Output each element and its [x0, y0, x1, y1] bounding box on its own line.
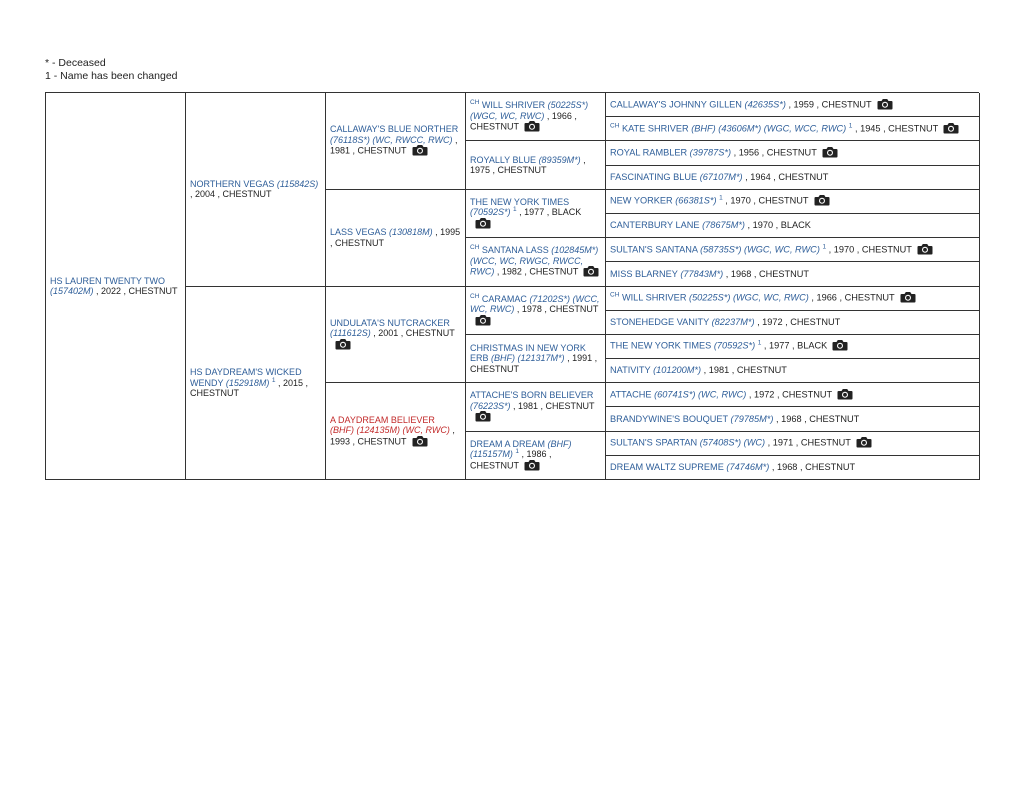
registration-number: (76118S*) (WC, RWCC, RWC)	[330, 134, 453, 145]
horse-name-link[interactable]: ATTACHE'S BORN BELIEVER	[470, 390, 594, 401]
camera-icon[interactable]	[822, 146, 838, 158]
horse-details: , 1981 , CHESTNUT	[510, 400, 595, 411]
pedigree-cell-g5-2	[606, 117, 980, 141]
registration-number: (70592S*)	[713, 340, 756, 351]
camera-icon[interactable]	[524, 120, 540, 132]
horse-details: , 1959 , CHESTNUT	[785, 99, 872, 110]
horse-name-link[interactable]: CHRISTMAS IN NEW YORK ERB	[470, 342, 586, 364]
registration-number: (79785M*)	[730, 413, 774, 424]
pedigree-cell-g5-14	[606, 407, 980, 431]
camera-icon[interactable]	[877, 98, 893, 110]
camera-icon[interactable]	[412, 144, 428, 156]
horse-details: , 1991 , CHESTNUT	[470, 353, 598, 374]
registration-number: (58735S*) (WGC, WC, RWC)	[700, 244, 820, 255]
name-changed-mark: 1	[515, 448, 519, 456]
horse-name-link[interactable]: SANTANA LASS	[481, 245, 549, 256]
champion-mark: CH	[470, 244, 480, 252]
horse-details: , 1972 , CHESTNUT	[754, 317, 841, 328]
registration-number: (111612S)	[330, 328, 371, 339]
horse-details: , 1970 , BLACK	[745, 220, 811, 231]
pedigree-cell-g5-9	[606, 287, 980, 311]
horse-name-link[interactable]: NORTHERN VEGAS	[190, 178, 275, 189]
horse-name-link[interactable]: KATE SHRIVER	[621, 123, 689, 134]
legend-deceased: * - Deceased	[45, 57, 106, 69]
registration-number: (152918M)	[225, 377, 270, 388]
horse-name-link[interactable]: CALLAWAY'S BLUE NORTHER	[330, 124, 459, 135]
horse-name-link[interactable]: CANTERBURY LANE	[610, 220, 700, 231]
pedigree-cell-ssd	[466, 141, 606, 189]
horse-name-link[interactable]: MISS BLARNEY	[610, 268, 678, 279]
pedigree-cell-subject	[46, 93, 186, 480]
registration-number: (78675M*)	[702, 220, 745, 231]
horse-details: , 1977 , BLACK	[516, 207, 582, 218]
pedigree-cell-dam	[186, 287, 326, 481]
registration-number: (101200M*)	[653, 365, 702, 376]
pedigree-cell-dd	[326, 383, 466, 480]
registration-number: (50225S*) (WGC, WC, RWC)	[689, 292, 809, 303]
horse-details: , 1968 , CHESTNUT	[723, 268, 809, 279]
pedigree-cell-ddd	[466, 432, 606, 480]
horse-name-link[interactable]: ATTACHE	[610, 389, 652, 400]
horse-name-link[interactable]: HS DAYDREAM'S WICKED WENDY	[190, 367, 302, 388]
horse-name-link[interactable]: UNDULATA'S NUTCRACKER	[330, 317, 450, 328]
horse-details: , 1964 , CHESTNUT	[742, 171, 829, 182]
horse-name-link[interactable]: ROYAL RAMBLER	[610, 147, 688, 158]
horse-details: , 1978 , CHESTNUT	[514, 304, 599, 315]
registration-number: (77843M*)	[680, 268, 724, 279]
camera-icon[interactable]	[475, 410, 491, 422]
registration-number: (76223S*)	[470, 400, 511, 411]
horse-details: , 1981 , CHESTNUT	[701, 365, 787, 376]
registration-number: (70592S*)	[470, 207, 511, 218]
registration-number: (BHF) (124135M) (WC, RWC)	[330, 425, 450, 436]
horse-name-link[interactable]: THE NEW YORK TIMES	[610, 340, 712, 351]
horse-details: , 1971 , CHESTNUT	[765, 437, 851, 448]
registration-number: (BHF) (115157M)	[470, 438, 572, 460]
horse-details: , 1975 , CHESTNUT	[470, 154, 586, 176]
registration-number: (39787S*)	[689, 147, 732, 158]
name-changed-mark: 1	[757, 339, 762, 347]
horse-name-link[interactable]: NATIVITY	[610, 365, 651, 376]
registration-number: (42635S*)	[744, 99, 786, 110]
pedigree-cell-dss	[466, 287, 606, 335]
pedigree-cell-ss	[326, 93, 466, 190]
horse-details: , 1945 , CHESTNUT	[852, 123, 939, 134]
pedigree-cell-g5-4	[606, 166, 980, 190]
horse-details: , 2001 , CHESTNUT	[370, 328, 455, 339]
champion-mark: CH	[610, 122, 620, 130]
camera-icon[interactable]	[917, 243, 933, 255]
registration-number: (50225S*) (WGC, WC, RWC)	[470, 100, 589, 121]
pedigree-cell-g5-6	[606, 214, 980, 238]
registration-number: (89359M*)	[538, 154, 581, 165]
pedigree-cell-g5-5	[606, 190, 980, 214]
horse-details: , 1995 , CHESTNUT	[330, 227, 461, 248]
horse-name-link[interactable]: FASCINATING BLUE	[610, 171, 698, 182]
pedigree-cell-g5-1	[606, 93, 980, 117]
horse-details: , 1977 , BLACK	[761, 340, 828, 351]
horse-details: , 1981 , CHESTNUT	[330, 134, 458, 156]
camera-icon[interactable]	[583, 265, 599, 277]
pedigree-cell-g5-10	[606, 311, 980, 335]
pedigree-cell-sds	[466, 190, 606, 238]
horse-name-link[interactable]: SULTAN'S SPARTAN	[610, 437, 698, 448]
horse-name-link[interactable]: ROYALLY BLUE	[470, 154, 537, 165]
champion-mark: CH	[470, 99, 480, 107]
pedigree-cell-ds	[326, 287, 466, 384]
horse-details: , 1970 , CHESTNUT	[722, 195, 809, 206]
pedigree-cell-g5-16	[606, 456, 980, 480]
horse-details: , 1968 , CHESTNUT	[773, 413, 860, 424]
horse-name-link[interactable]: SULTAN'S SANTANA	[610, 244, 698, 255]
horse-name-link[interactable]: DREAM WALTZ SUPREME	[610, 462, 724, 473]
horse-name-link[interactable]: A DAYDREAM BELIEVER	[330, 414, 435, 425]
camera-icon[interactable]	[832, 339, 848, 351]
name-changed-mark: 1	[848, 122, 853, 130]
horse-details: , 1966 , CHESTNUT	[808, 292, 895, 303]
horse-name-link[interactable]: CALLAWAY'S JOHNNY GILLEN	[610, 99, 742, 110]
horse-name-link[interactable]: CARAMAC	[481, 293, 527, 304]
pedigree-cell-sire	[186, 93, 326, 287]
registration-number: (102845M*) (WCC, WC, RWGC, RWCC, RWC)	[470, 245, 599, 277]
name-changed-mark: 1	[513, 206, 517, 214]
camera-icon[interactable]	[335, 338, 351, 350]
horse-details: , 1982 , CHESTNUT	[494, 266, 579, 277]
name-changed-mark: 1	[271, 376, 276, 384]
horse-name-link[interactable]: STONEHEDGE VANITY	[610, 317, 710, 328]
camera-icon[interactable]	[943, 122, 959, 134]
name-changed-mark: 1	[719, 194, 723, 202]
camera-icon[interactable]	[524, 459, 540, 471]
horse-details: , 1986 , CHESTNUT	[470, 449, 552, 471]
camera-icon[interactable]	[475, 217, 491, 229]
camera-icon[interactable]	[412, 435, 428, 447]
camera-icon[interactable]	[837, 388, 853, 400]
horse-details: , 1956 , CHESTNUT	[731, 147, 817, 158]
camera-icon[interactable]	[475, 314, 491, 326]
pedigree-cell-sss	[466, 93, 606, 141]
horse-name-link[interactable]: BRANDYWINE'S BOUQUET	[610, 413, 728, 424]
pedigree-cell-dds	[466, 383, 606, 431]
registration-number: (74746M*)	[726, 462, 770, 473]
registration-number: (71202S*) (WCC, WC, RWC)	[470, 293, 600, 315]
horse-name-link[interactable]: WILL SHRIVER	[481, 100, 546, 111]
registration-number: (60741S*) (WC, RWC)	[654, 389, 747, 400]
horse-name-link[interactable]: NEW YORKER	[610, 195, 673, 206]
registration-number: (66381S*)	[675, 195, 717, 206]
horse-details: , 2022 , CHESTNUT	[93, 286, 178, 296]
camera-icon[interactable]	[814, 194, 830, 206]
registration-number: (57408S*) (WC)	[699, 437, 766, 448]
pedigree-cell-sd	[326, 190, 466, 287]
name-changed-mark: 1	[822, 243, 827, 251]
camera-icon[interactable]	[856, 436, 872, 448]
pedigree-cell-g5-3	[606, 141, 980, 165]
pedigree-cell-sdd	[466, 238, 606, 286]
registration-number: (115842S)	[276, 178, 319, 189]
pedigree-cell-g5-11	[606, 335, 980, 359]
horse-details: , 1968 , CHESTNUT	[769, 462, 856, 473]
horse-name-link[interactable]: HS LAUREN TWENTY TWO	[50, 275, 166, 286]
pedigree-chart	[45, 92, 979, 480]
horse-name-link[interactable]: DREAM A DREAM	[470, 438, 546, 449]
pedigree-cell-g5-12	[606, 359, 980, 383]
horse-details: , 1972 , CHESTNUT	[746, 389, 833, 400]
pedigree-cell-g5-13	[606, 383, 980, 407]
legend	[45, 57, 178, 83]
champion-mark: CH	[610, 291, 620, 299]
pedigree-cell-g5-15	[606, 432, 980, 456]
horse-details: , 2004 , CHESTNUT	[190, 189, 272, 200]
pedigree-cell-g5-7	[606, 238, 980, 262]
champion-mark: CH	[470, 292, 480, 300]
legend-name-changed: 1 - Name has been changed	[45, 70, 178, 82]
pedigree-cell-dsd	[466, 335, 606, 383]
registration-number: (82237M*)	[711, 317, 755, 328]
registration-number: (157402M)	[50, 286, 94, 296]
registration-number: (67107M*)	[699, 171, 743, 182]
registration-number: (BHF) (121317M*)	[491, 353, 565, 364]
horse-details: , 1966 , CHESTNUT	[470, 110, 577, 132]
horse-details: , 1993 , CHESTNUT	[330, 425, 455, 446]
horse-name-link[interactable]: LASS VEGAS	[330, 227, 387, 238]
registration-number: (BHF) (43606M*) (WGC, WCC, RWC)	[691, 123, 847, 134]
horse-details: , 2015 , CHESTNUT	[190, 377, 309, 398]
registration-number: (130818M)	[389, 227, 433, 238]
horse-name-link[interactable]: THE NEW YORK TIMES	[470, 196, 570, 207]
horse-name-link[interactable]: WILL SHRIVER	[621, 292, 687, 303]
pedigree-cell-g5-8	[606, 262, 980, 286]
horse-details: , 1970 , CHESTNUT	[826, 244, 912, 255]
camera-icon[interactable]	[900, 291, 916, 303]
